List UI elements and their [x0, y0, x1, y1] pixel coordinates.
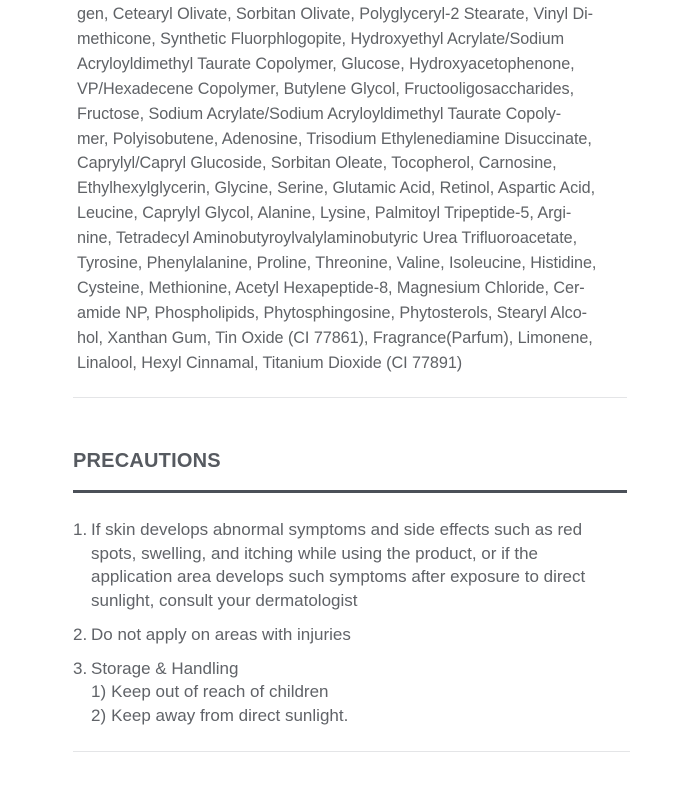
precaution-item — [73, 518, 633, 613]
storage-subitem — [91, 680, 633, 704]
ingredients-line: Acryloyldimethyl Taurate Copolymer, Glucose, Hydroxyacetophenone, — [77, 54, 575, 73]
ingredients-line: Fructose, Sodium Acrylate/Sodium Acryloyldimethyl Taurate Copoly- — [77, 104, 562, 123]
precaution-line: Storage & Handling — [91, 658, 239, 678]
precaution-text — [91, 657, 633, 728]
ingredients-line: Tyrosine, Phenylalanine, Proline, Threonine, Valine, Isoleucine, Histidine, — [77, 254, 597, 273]
section-divider — [73, 397, 627, 398]
heading-underline — [73, 490, 627, 493]
precaution-line: application area develops such symptoms after exposure to direct — [91, 567, 586, 587]
ingredients-line: hol, Xanthan Gum, Tin Oxide (CI 77861), Fragrance(Parfum), Limonene, — [77, 328, 593, 347]
ingredients-line: Leucine, Caprylyl Glycol, Alanine, Lysine, Palmitoyl Tripeptide-5, Argi- — [77, 204, 572, 223]
ingredients-paragraph — [77, 2, 633, 376]
precaution-number: 3. — [73, 658, 88, 678]
precaution-item — [73, 623, 633, 647]
precaution-line: Do not apply on areas with injuries — [91, 624, 351, 644]
precaution-item — [73, 657, 633, 728]
precaution-line: If skin develops abnormal symptoms and side effects such as red — [91, 520, 583, 539]
subitem-text: Keep out of reach of children — [111, 682, 329, 702]
precautions-list — [73, 518, 633, 738]
ingredients-line: Cysteine, Methionine, Acetyl Hexapeptide-8, Magnesium Chloride, Cer- — [77, 278, 585, 297]
ingredients-line: methicone, Synthetic Fluorphlogopite, Hydroxyethyl Acrylate/Sodium — [77, 29, 565, 48]
ingredients-line: VP/Hexadecene Copolymer, Butylene Glycol, Fructooligosaccharides, — [77, 79, 575, 98]
precaution-text — [91, 518, 633, 613]
section-divider — [73, 751, 630, 752]
precaution-number: 1. — [73, 520, 88, 539]
precaution-number: 2. — [73, 624, 88, 644]
ingredients-line: gen, Cetearyl Olivate, Sorbitan Olivate, Polyglyceryl-2 Stearate, Vinyl Di- — [77, 5, 593, 23]
precautions-heading: PRECAUTIONS — [73, 450, 221, 472]
ingredients-line: Ethylhexylglycerin, Glycine, Serine, Glutamic Acid, Retinol, Aspartic Acid, — [77, 179, 596, 198]
storage-subitem — [91, 704, 633, 728]
ingredients-line: mer, Polyisobutene, Adenosine, Trisodium Ethylenediamine Disuccinate, — [77, 129, 592, 148]
subitem-number: 1) — [91, 682, 107, 702]
precaution-line: sunlight, consult your dermatologist — [91, 591, 358, 611]
ingredients-line: nine, Tetradecyl Aminobutyroylvalylaminobutyric Urea Trifluoroacetate, — [77, 229, 578, 248]
precaution-line: spots, swelling, and itching while using the product, or if the — [91, 543, 538, 563]
precaution-text — [91, 623, 633, 647]
ingredients-line: Caprylyl/Capryl Glucoside, Sorbitan Oleate, Tocopherol, Carnosine, — [77, 154, 557, 173]
storage-sublist — [91, 680, 633, 727]
ingredients-line: amide NP, Phospholipids, Phytosphingosine, Phytosterols, Stearyl Alco- — [77, 303, 587, 322]
ingredients-line: Linalool, Hexyl Cinnamal, Titanium Dioxide (CI 77891) — [77, 353, 463, 372]
subitem-text: Keep away from direct sunlight. — [111, 705, 349, 725]
subitem-number: 2) — [91, 705, 107, 725]
